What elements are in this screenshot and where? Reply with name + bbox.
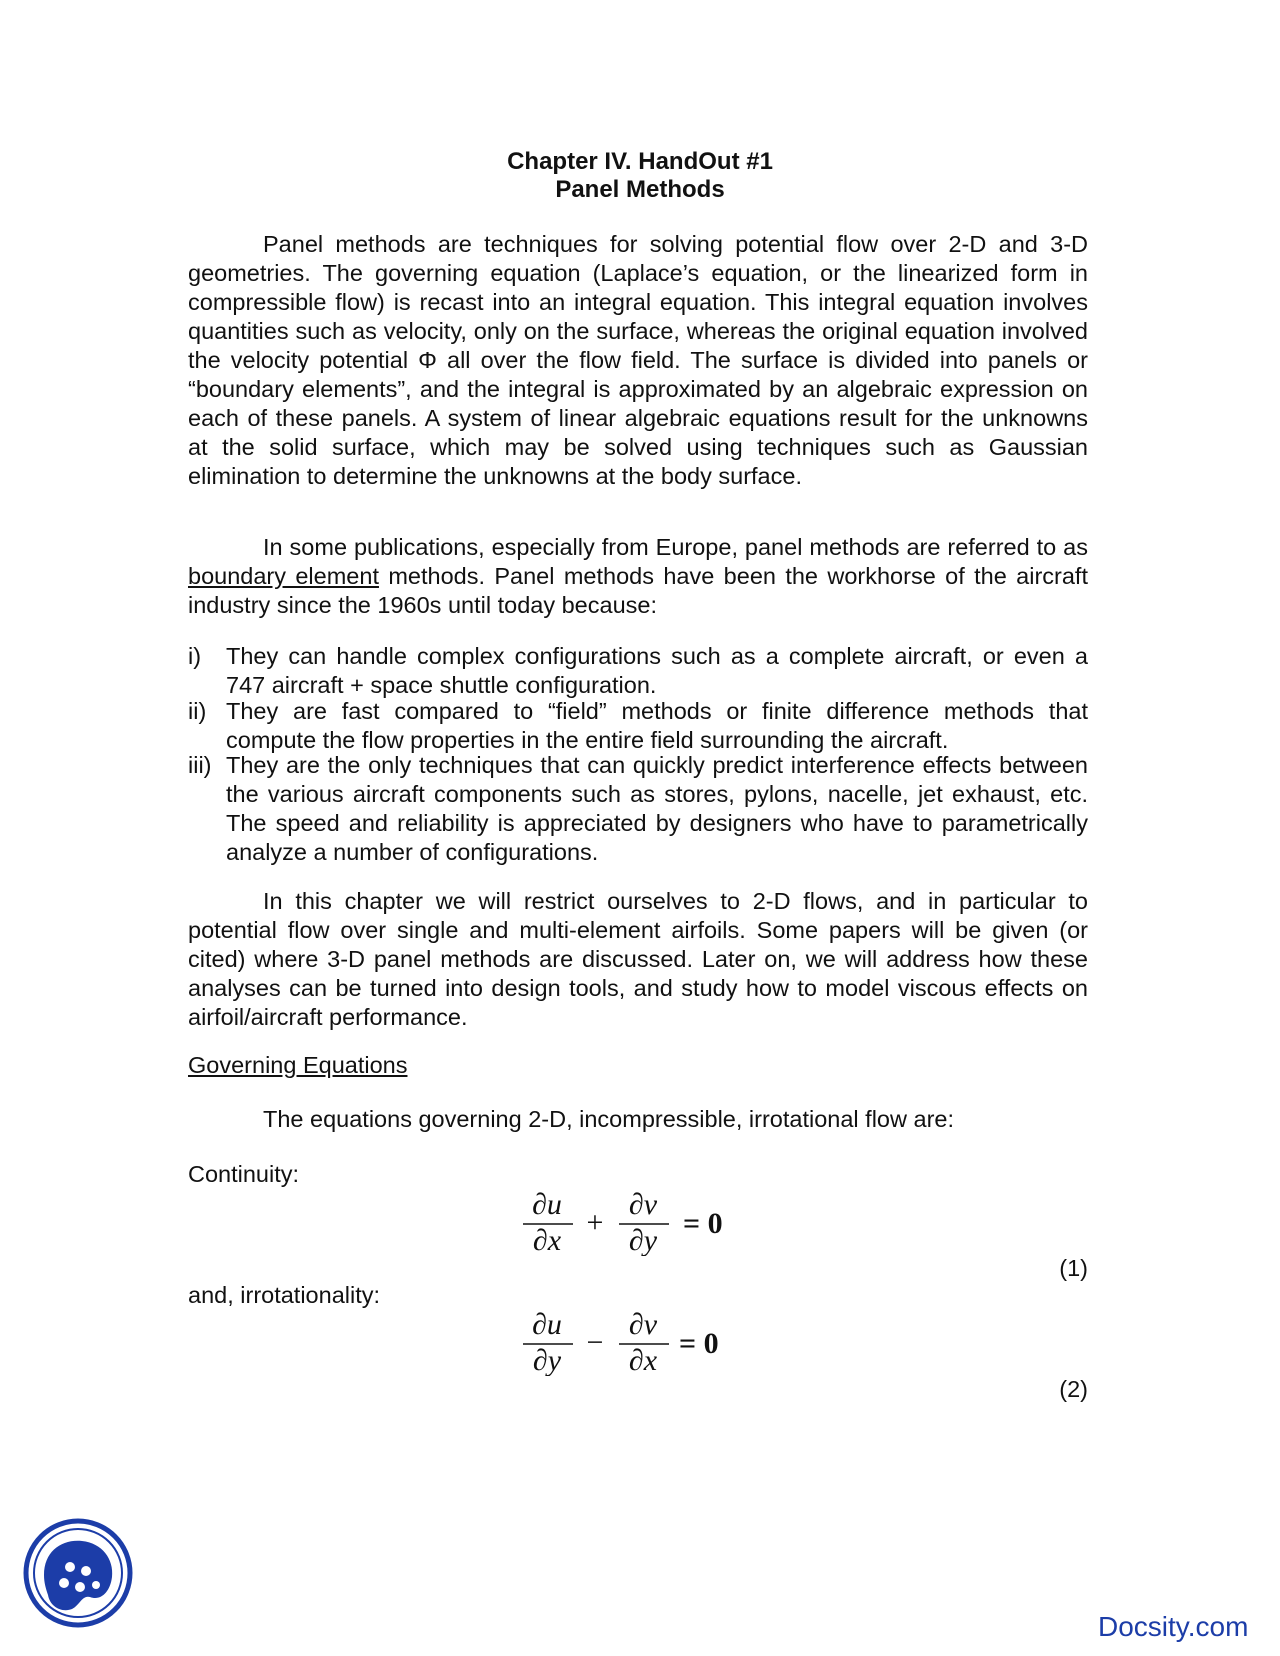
equation-number: (1) [1059,1255,1088,1281]
irrotationality-equation [515,1306,755,1376]
eq1-term1-numerator: ∂u [532,1188,562,1221]
list-text: They are fast compared to “field” methods or finite difference methods that compute the flow properties in the entire field surrounding the aircraft. [226,698,1088,753]
list-text: They can handle complex configurations such as a complete aircraft, or even a 747 aircraft + space shuttle configuration. [226,643,1088,698]
paragraph-chapter-scope: In this chapter we will restrict ourselves to 2-D flows, and in particular to potential flow over single and multi-element airfoils. Some papers will be given (or cited) where 3-D panel methods are discussed. Later on, we will address how these analyses can be turned into design tools, and study how to model viscous effects on airfoil/aircraft performance. [188,888,1088,1030]
eq2-rhs: = 0 [679,1327,719,1360]
eq2-term2-denominator: ∂x [628,1344,658,1376]
paragraph-text: methods. Panel methods have been the workhorse of the aircraft industry since the 1960s until today because: [188,563,1088,618]
paragraph-governing: The equations governing 2-D, incompressible, irrotational flow are: [263,1106,954,1132]
equation-number: (2) [1059,1376,1088,1402]
irrotationality-label: and, irrotationality: [188,1282,381,1308]
eq2-term1-numerator: ∂u [532,1308,562,1341]
docsity-logo-icon [22,1517,134,1629]
list-number: iii) [188,752,212,778]
eq1-operator: + [586,1206,604,1239]
section-heading: Governing Equations [188,1052,408,1078]
chapter-title: Chapter IV. HandOut #1 [507,148,773,175]
underlined-term: boundary element [188,563,379,589]
section-title: Panel Methods [555,176,725,203]
paragraph-text: In some publications, especially from Europe, panel methods are referred to as [263,534,1088,560]
eq1-term2-numerator: ∂v [628,1188,658,1221]
list-text: They are the only techniques that can quickly predict interference effects between the various aircraft components such as stores, pylons, nacelle, jet exhaust, etc. The speed and reliability is appreciated by designers who have to parametrically analyze a number of configurations. [226,752,1088,865]
eq2-term1-denominator: ∂y [532,1344,562,1376]
eq2-operator: − [586,1326,604,1359]
list-number: i) [188,643,202,669]
eq1-term2-denominator: ∂y [628,1224,658,1256]
eq2-term2-numerator: ∂v [628,1308,658,1341]
list-number: ii) [188,698,207,724]
eq1-term1-denominator: ∂x [532,1224,562,1256]
docsity-watermark[interactable]: Docsity.com [1098,1611,1249,1642]
continuity-equation [515,1186,755,1256]
eq1-rhs: = 0 [683,1207,723,1240]
paragraph-intro: Panel methods are techniques for solving potential flow over 2-D and 3-D geometries. The governing equation (Laplace’s equation, or the linearized form in compressible flow) is recast into an integral equation. This integral equation involves quantities such as velocity, only on the surface, whereas the original equation involved the velocity potential Φ all over the flow field. The surface is divided into panels or “boundary elements”, and the integral is approximated by an algebraic expression on each of these panels. A system of linear algebraic equations result for the unknowns at the solid surface, which may be solved using techniques such as Gaussian elimination to determine the unknowns at the body surface. [188,231,1088,489]
paragraph-boundary-element [188,533,1088,620]
continuity-label: Continuity: [188,1161,300,1187]
